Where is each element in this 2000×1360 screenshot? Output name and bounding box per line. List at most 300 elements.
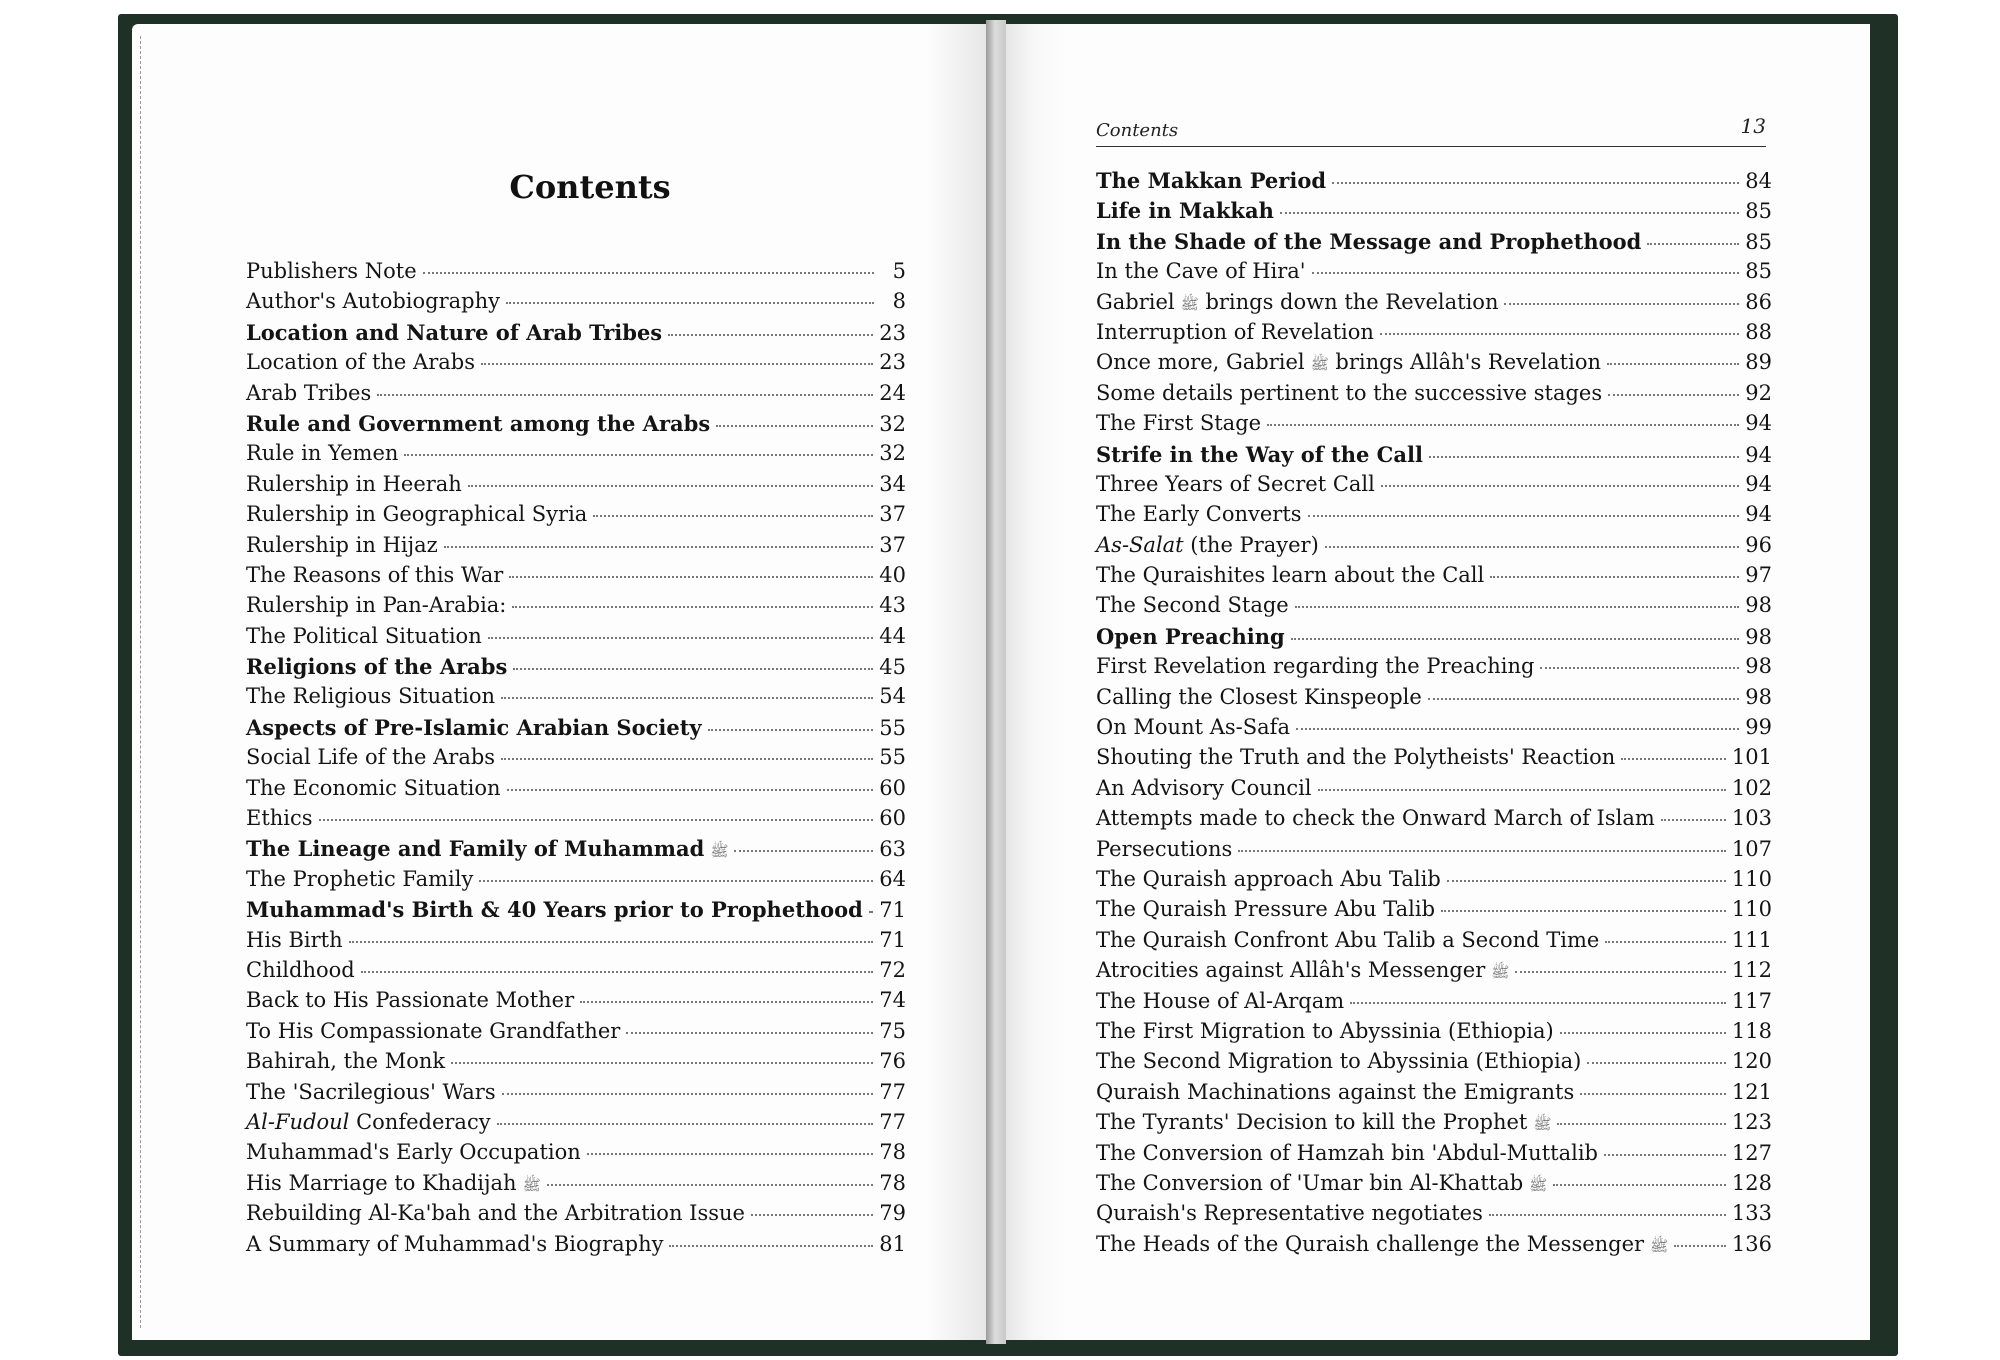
toc-entry-title-text: Childhood [246,957,355,982]
toc-entry-title [246,1019,620,1043]
dot-leader [669,1245,873,1247]
toc-entry [1096,654,1772,684]
toc-entry-title [1096,563,1484,587]
toc-entry-title-text: An Advisory Council [1096,775,1312,800]
toc-entry-title [246,836,728,864]
toc-entry-title [1096,624,1285,649]
toc-page-number: 84 [1745,169,1772,193]
toc-entry [246,381,906,411]
toc-entry [1096,472,1772,502]
toc-entry-title-text: Rule and Government among the Arabs [246,410,711,436]
toc-page-number: 98 [1745,654,1772,679]
dot-leader [1238,850,1726,852]
toc-entry-title-text: Rulership in Heerah [246,471,462,496]
toc-entry-title-text: Location and Nature of Arab Tribes [246,319,663,345]
honorific-glyph-icon: ﷺ [710,842,729,861]
toc-page-number: 102 [1731,775,1772,800]
toc-page-number: 63 [879,837,906,862]
toc-entry-title-text: Interruption of Revelation [1096,319,1374,344]
toc-entry-title [246,928,343,952]
dot-leader [593,515,873,517]
toc-entry-title [1096,229,1641,254]
toc-entry-title [246,745,495,769]
toc-entry-title-text: Social Life of the Arabs [246,745,496,770]
toc-entry-title [246,654,507,679]
toc-entry-title [246,776,501,800]
dot-leader [1540,667,1739,669]
dot-leader [377,394,873,396]
dot-leader [1605,941,1726,943]
toc-entry [1096,989,1772,1019]
toc-entry [1096,442,1772,472]
dot-leader [502,1093,874,1095]
toc-page-number: 121 [1731,1079,1772,1104]
toc-page-number: 44 [879,623,906,648]
toc-entry-title-text: Shouting the Truth and the Polytheists' Reaction [1096,745,1616,770]
toc-entry-title-text: Back to His Passionate Mother [246,988,575,1013]
toc-entry [246,654,906,684]
toc-entry-title-text: The Reasons of this War [246,562,504,587]
toc-entry-title [246,411,710,436]
dot-leader [1312,272,1740,274]
toc-entry-title [1096,1171,1547,1198]
toc-entry-title [246,1171,541,1198]
toc-page-number: 120 [1731,1049,1772,1074]
toc-entry-title-text: The Quraishites learn about the Call [1096,563,1485,588]
dot-leader [716,425,873,427]
toc-list-left [246,259,906,1262]
toc-entry-title-text: Ethics [246,806,313,831]
book-gutter [986,20,1006,1344]
toc-entry-title-text: Al-Fudoul [246,1109,350,1134]
dot-leader [1381,485,1739,487]
toc-page-number: 77 [879,1109,906,1134]
toc-entry-title-text: Aspects of Pre-Islamic Arabian Society [246,714,702,740]
toc-entry-title [1096,168,1326,193]
toc-entry-title-text: Persecutions [1096,836,1233,861]
toc-entry [246,776,906,806]
dot-leader [1332,182,1739,184]
toc-entry-title [1096,1141,1598,1165]
honorific-glyph-icon: ﷺ [1180,294,1199,313]
toc-entry-title-text: On Mount As-Safa [1096,715,1290,740]
dot-leader [501,758,873,760]
toc-entry-title-text: Rule in Yemen [246,441,399,466]
dot-leader [587,1153,873,1155]
toc-page-number: 110 [1731,897,1772,922]
dot-leader [580,1001,873,1003]
toc-entry-title [1096,442,1423,467]
toc-entry-title [246,350,475,374]
toc-entry-title-text: Once more, Gabriel [1096,350,1305,375]
toc-entry-title [246,381,371,405]
dot-leader [497,1123,874,1125]
toc-entry-title [246,289,500,313]
toc-page-number: 78 [879,1140,906,1165]
toc-entry-title-text: Strife in the Way of the Call [1096,441,1423,467]
toc-entry [1096,198,1772,228]
toc-entry [1096,1171,1772,1201]
toc-entry-title-text: His Birth [246,927,343,952]
toc-entry [1096,685,1772,715]
toc-page-number: 32 [879,411,906,436]
running-header [1096,114,1766,147]
toc-entry-title-text: In the Cave of Hira' [1096,259,1306,284]
toc-entry-title [1096,533,1319,557]
toc-entry [1096,502,1772,532]
toc-entry-title-text: In the Shade of the Message and Prophethood [1096,228,1642,254]
toc-entry-title-text: The Religious Situation [246,684,495,709]
toc-entry-title [1096,593,1289,617]
toc-page-number: 101 [1731,745,1772,770]
dot-leader [751,1214,873,1216]
toc-page-number: 45 [879,655,906,680]
toc-entry-title [1096,715,1290,739]
toc-entry [246,1140,906,1170]
toc-entry [1096,958,1772,988]
toc-page-number: 79 [879,1201,906,1226]
toc-entry [246,1171,906,1201]
toc-entry-title [246,472,462,496]
toc-entry-title [1096,1110,1551,1137]
dot-leader [507,789,874,791]
toc-entry-title-text: The Political Situation [246,623,482,648]
toc-entry-title-text: First Revelation regarding the Preaching [1096,654,1535,679]
toc-entry-title [1096,928,1599,952]
dot-leader [547,1184,874,1186]
toc-page-number: 98 [1745,624,1772,649]
dot-leader [1429,456,1739,458]
toc-entry [246,1049,906,1079]
toc-entry [1096,1141,1772,1171]
honorific-glyph-icon: ﷺ [522,1175,541,1194]
toc-entry-title-text: The House of Al-Arqam [1096,988,1345,1013]
toc-entry-title-text: Rulership in Pan-Arabia: [246,593,507,618]
toc-page-number: 34 [879,471,906,496]
toc-page-number: 60 [879,775,906,800]
toc-entry [246,502,906,532]
toc-entry-title [246,988,574,1012]
honorific-glyph-icon: ﷺ [1650,1236,1669,1255]
toc-entry-title [1096,837,1232,861]
toc-entry [1096,1201,1772,1231]
toc-page-number: 133 [1731,1201,1772,1226]
toc-page-number: 71 [879,898,906,923]
toc-entry-title [1096,897,1435,921]
toc-entry-title-text: Rulership in Geographical Syria [246,502,588,527]
toc-entry [1096,563,1772,593]
dot-leader [1607,363,1739,365]
toc-entry-title-text: Author's Autobiography [246,289,500,314]
toc-page-number: 110 [1731,866,1772,891]
toc-entry-title [1096,320,1374,344]
toc-entry-title-text: The First Migration to Abyssinia (Ethiopia) [1096,1018,1554,1043]
dot-leader [1350,1002,1726,1004]
toc-entry-title-text: The First Stage [1096,411,1262,436]
dot-leader [512,606,873,608]
toc-page-number: 37 [879,502,906,527]
toc-entry [1096,1049,1772,1079]
toc-entry-title-text: Atrocities against Allâh's Messenger [1096,958,1486,983]
toc-entry [246,1080,906,1110]
toc-entry [1096,1232,1772,1262]
toc-page-number: 54 [879,684,906,709]
toc-page-number: 85 [1745,259,1772,284]
toc-entry [246,563,906,593]
toc-entry-title [1096,745,1615,769]
toc-entry [246,1110,906,1140]
dot-leader [1604,1154,1726,1156]
toc-entry-title [1096,198,1274,223]
toc-entry-title-text: His Marriage to Khadijah [246,1170,517,1195]
toc-entry-title [1096,776,1312,800]
toc-page-number: 136 [1731,1231,1772,1256]
toc-page-number: 98 [1745,684,1772,709]
toc-entry-title [1096,806,1655,830]
page-number: 13 [1740,114,1766,138]
toc-page-number: 32 [879,441,906,466]
toc-page-number: 40 [879,562,906,587]
toc-entry [246,472,906,502]
toc-entry [1096,776,1772,806]
toc-page-number: 5 [892,259,906,283]
toc-entry-title-text: The Heads of the Quraish challenge the Messenger [1096,1231,1645,1256]
toc-page-number: 23 [879,350,906,375]
dot-leader [1308,515,1740,517]
dot-leader [1621,758,1726,760]
toc-entry-title-text: Open Preaching [1096,623,1285,649]
toc-entry-title [246,593,506,617]
toc-entry-title-text: The Quraish Confront Abu Talib a Second Time [1096,927,1600,952]
dot-leader [1325,546,1739,548]
toc-entry [246,684,906,714]
toc-entry-title-text: Rebuilding Al-Ka'bah and the Arbitration Issue [246,1201,745,1226]
toc-entry-title [246,958,355,982]
toc-entry-title [246,624,482,648]
toc-entry-title [246,1232,663,1256]
toc-entry-title-text: Religions of the Arabs [246,654,508,680]
toc-entry-title [246,320,662,345]
toc-entry [246,1019,906,1049]
toc-entry-title [1096,472,1375,496]
toc-list-right [1096,168,1772,1262]
toc-entry [246,259,906,289]
dot-leader [734,850,873,852]
toc-entry [1096,229,1772,259]
toc-entry-title [246,897,863,922]
toc-page-number: 81 [879,1231,906,1256]
dot-leader [513,668,873,670]
toc-entry-title [1096,502,1302,526]
toc-entry-title-rest: (the Prayer) [1183,532,1319,557]
toc-entry-title-text: Quraish's Representative negotiates [1096,1201,1483,1226]
toc-entry-title [1096,1201,1483,1225]
dot-leader [451,1062,873,1064]
toc-entry [246,836,906,866]
running-title: Contents [1096,120,1179,141]
toc-entry [1096,1110,1772,1140]
dot-leader [1608,394,1739,396]
dot-leader [1504,303,1739,305]
dot-leader [1674,1245,1726,1247]
toc-entry [1096,593,1772,623]
toc-entry-title-rest: Confederacy [349,1109,491,1134]
toc-page-number: 77 [879,1079,906,1104]
dot-leader [1661,819,1726,821]
toc-page-number: 85 [1745,199,1772,224]
toc-entry [246,745,906,775]
toc-entry [246,441,906,471]
toc-entry-title-text: The Second Stage [1096,593,1289,618]
toc-entry-title [1096,381,1602,405]
toc-page-number: 43 [879,593,906,618]
toc-entry-title-text: As-Salat [1096,532,1184,557]
dot-leader [423,272,874,274]
toc-entry [1096,745,1772,775]
dot-leader [1515,971,1726,973]
dot-leader [1489,1214,1726,1216]
toc-page-number: 94 [1745,502,1772,527]
toc-entry [246,958,906,988]
toc-entry-title-text: The Quraish approach Abu Talib [1096,866,1441,891]
toc-entry-title [1096,290,1498,317]
dot-leader [1280,212,1739,214]
toc-entry [246,289,906,319]
toc-page-number: 128 [1731,1170,1772,1195]
toc-entry-title [1096,259,1306,283]
toc-entry [246,593,906,623]
toc-page-number: 97 [1745,563,1772,588]
toc-entry-title-text: The Second Migration to Abyssinia (Ethiopia) [1096,1049,1582,1074]
dot-leader [481,363,873,365]
toc-entry-title-text: The Prophetic Family [246,866,474,891]
toc-entry [246,867,906,897]
dot-leader [1295,606,1740,608]
toc-entry [1096,411,1772,441]
toc-entry-title-text: Gabriel [1096,289,1175,314]
toc-page-number: 107 [1731,836,1772,861]
toc-page-number: 99 [1745,715,1772,740]
toc-entry [1096,897,1772,927]
toc-entry-title-text: To His Compassionate Grandfather [246,1018,621,1043]
toc-entry-title-text: A Summary of Muhammad's Biography [246,1231,664,1256]
toc-entry-title-text: Attempts made to check the Onward March of Islam [1096,806,1655,831]
toc-entry-title-text: The Conversion of 'Umar bin Al-Khattab [1096,1170,1524,1195]
dot-leader [1447,880,1726,882]
toc-entry [1096,259,1772,289]
toc-entry-title-text: The Early Converts [1096,502,1302,527]
dot-leader [319,819,874,821]
toc-entry-title [1096,685,1422,709]
toc-entry-title-rest: brings Allâh's Revelation [1328,350,1602,375]
toc-entry-title [1096,1019,1554,1043]
toc-entry [246,320,906,350]
toc-entry [246,806,906,836]
toc-entry [1096,350,1772,380]
toc-entry-title-rest: brings down the Revelation [1198,289,1499,314]
dot-leader [1647,243,1739,245]
toc-page-number: 127 [1731,1140,1772,1165]
toc-page-number: 98 [1745,593,1772,618]
dot-leader [708,729,874,731]
dot-leader [468,485,873,487]
toc-entry-title-text: Publishers Note [246,259,417,283]
toc-entry-title [1096,654,1534,678]
toc-entry [1096,837,1772,867]
toc-entry [246,928,906,958]
dot-leader [1380,333,1739,335]
toc-entry-title [246,563,503,587]
dot-leader [1490,576,1739,578]
toc-entry-title-text: Life in Makkah [1096,198,1274,224]
toc-entry [246,1232,906,1262]
toc-entry-title [246,1080,496,1104]
toc-entry-title-text: Three Years of Secret Call [1096,471,1375,496]
toc-entry [1096,381,1772,411]
toc-entry-title [246,867,473,891]
toc-page-number: 111 [1731,927,1772,952]
toc-entry-title [1096,1080,1574,1104]
toc-page-number: 103 [1731,806,1772,831]
toc-entry-title [1096,411,1261,435]
toc-entry-title [1096,989,1344,1013]
toc-page-number: 88 [1745,319,1772,344]
toc-entry-title-text: Calling the Closest Kinspeople [1096,684,1422,709]
toc-entry-title [246,806,313,830]
dot-leader [1557,1123,1725,1125]
toc-entry-title-text: Quraish Machinations against the Emigrants [1096,1079,1575,1104]
dot-leader [509,576,873,578]
toc-entry [1096,806,1772,836]
dot-leader [1318,789,1726,791]
toc-page-number: 37 [879,532,906,557]
toc-entry-title-text: Some details pertinent to the successive stages [1096,380,1603,405]
toc-entry [246,897,906,927]
toc-page-number: 75 [879,1018,906,1043]
toc-page-number: 76 [879,1049,906,1074]
toc-page-number: 71 [879,927,906,952]
toc-entry-title-text: Bahirah, the Monk [246,1049,446,1074]
honorific-glyph-icon: ﷺ [1310,355,1329,374]
toc-entry [1096,290,1772,320]
dot-leader [1580,1093,1726,1095]
toc-entry [246,624,906,654]
toc-entry-title [1096,958,1509,985]
dot-leader [1296,728,1739,730]
dot-leader [349,941,874,943]
toc-page-number: 24 [879,380,906,405]
toc-entry [246,988,906,1018]
toc-page-number: 96 [1745,532,1772,557]
toc-page-number: 74 [879,988,906,1013]
toc-entry-title [246,259,417,283]
toc-entry-title [246,715,702,740]
dot-leader [479,880,873,882]
toc-entry [1096,624,1772,654]
toc-entry-title [246,1110,491,1134]
toc-entry-title-text: Rulership in Hijaz [246,532,438,557]
toc-entry-title-text: The Lineage and Family of Muhammad [246,836,705,862]
toc-page-number: 94 [1745,471,1772,496]
toc-entry-title [246,533,438,557]
toc-entry [246,533,906,563]
toc-entry [1096,867,1772,897]
toc-page-number: 117 [1731,988,1772,1013]
toc-entry-title-text: Arab Tribes [246,380,372,405]
toc-page-number: 123 [1731,1110,1772,1135]
toc-page-number: 8 [892,289,906,314]
toc-entry-title-text: The Makkan Period [1096,168,1327,193]
